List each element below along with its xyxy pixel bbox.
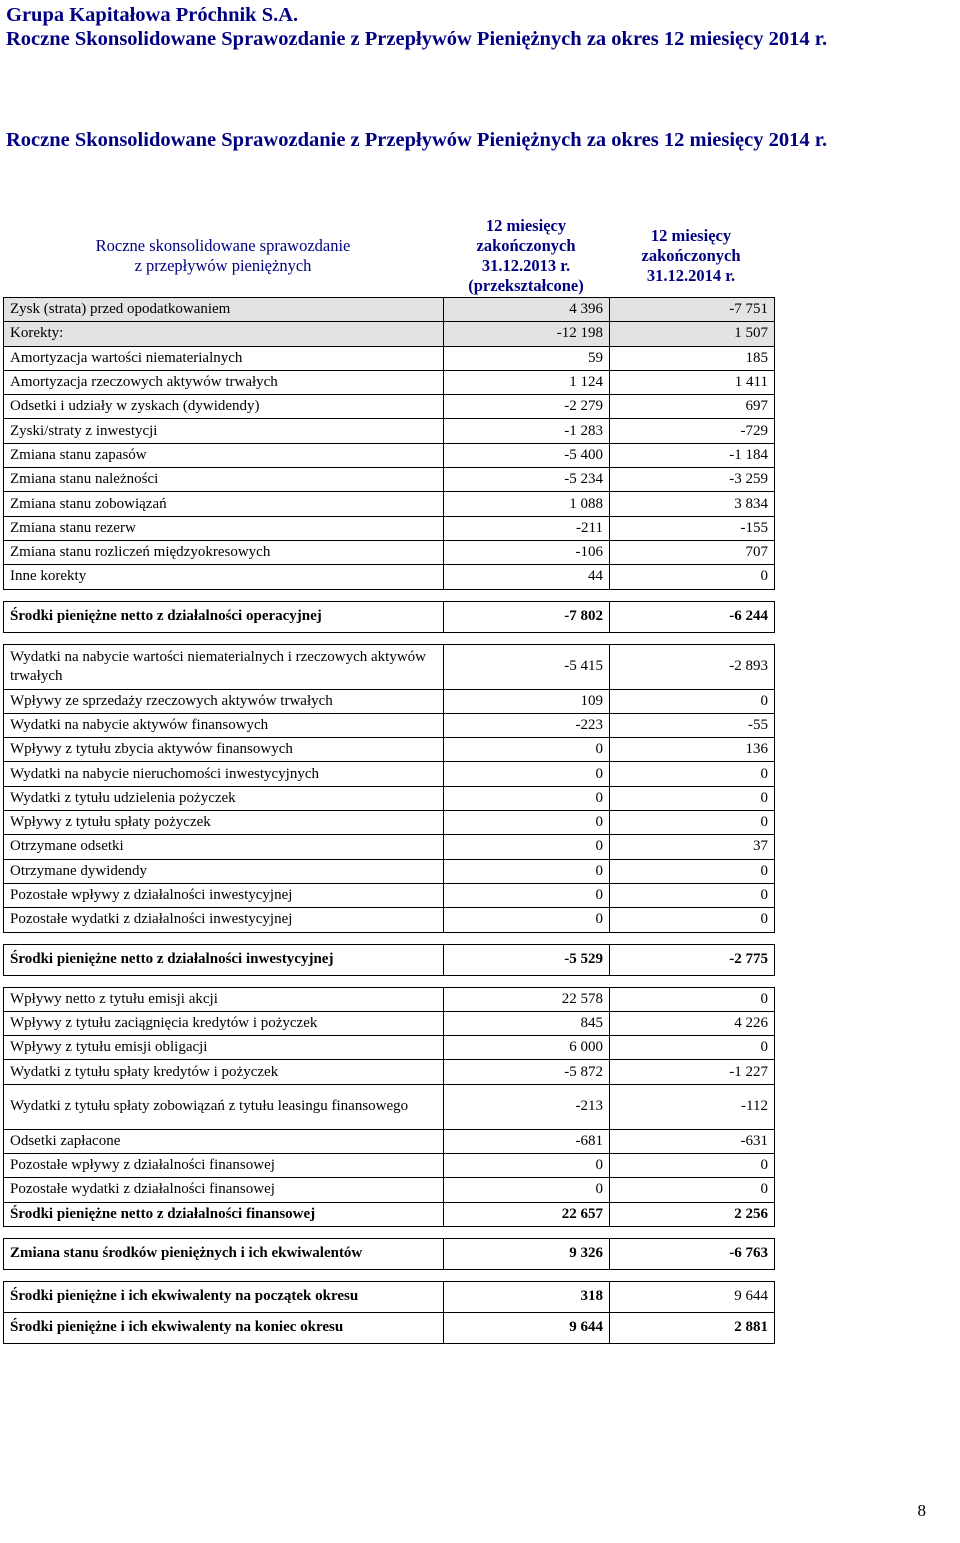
row-label: Wydatki z tytułu spłaty zobowiązań z tytułu leasingu finansowego [4, 1084, 444, 1129]
row-label: Środki pieniężne i ich ekwiwalenty na początek okresu [4, 1281, 444, 1312]
value-2014: 0 [610, 565, 775, 589]
value-2013: 44 [444, 565, 610, 589]
value-2013: 0 [444, 1178, 610, 1202]
header-period-2013 [443, 206, 609, 306]
table-row [4, 1036, 775, 1060]
value-2014: 0 [610, 883, 775, 907]
document-title: Roczne Skonsolidowane Sprawozdanie z Przepływów Pieniężnych za okres 12 miesięcy 2014 r. [6, 129, 828, 151]
row-label: Inne korekty [4, 565, 444, 589]
row-label: Wpływy z tytułu zbycia aktywów finansowych [4, 738, 444, 762]
header-2013-line1: 12 miesięcy [485, 216, 567, 235]
value-2013: -2 279 [444, 395, 610, 419]
table-row [4, 908, 775, 932]
table-row [4, 419, 775, 443]
table-row [4, 738, 775, 762]
value-2013: -211 [444, 516, 610, 540]
report-subtitle: Roczne Skonsolidowane Sprawozdanie z Przepływów Pieniężnych za okres 12 miesięcy 2014 r. [6, 28, 828, 50]
table-row [4, 1281, 775, 1312]
table-row [4, 1129, 775, 1153]
table-row [4, 713, 775, 737]
row-label: Wydatki na nabycie aktywów finansowych [4, 713, 444, 737]
value-2013: -5 400 [444, 443, 610, 467]
spacer-row [4, 1269, 775, 1281]
value-2013: 6 000 [444, 1036, 610, 1060]
header-2014-line3: 31.12.2014 r. [646, 266, 736, 285]
table-row [4, 370, 775, 394]
row-label: Wpływy z tytułu emisji obligacji [4, 1036, 444, 1060]
row-label: Zmiana stanu zobowiązań [4, 492, 444, 516]
value-2013: 0 [444, 811, 610, 835]
value-2014: -1 184 [610, 443, 775, 467]
row-label: Pozostałe wydatki z działalności inwestycyjnej [4, 908, 444, 932]
value-2013: 0 [444, 762, 610, 786]
table-row [4, 786, 775, 810]
value-2013: 109 [444, 689, 610, 713]
value-2013: 845 [444, 1011, 610, 1035]
value-2014: -7 751 [610, 298, 775, 322]
table-row [4, 540, 775, 564]
value-2014: 0 [610, 786, 775, 810]
row-label: Wpływy netto z tytułu emisji akcji [4, 987, 444, 1011]
value-2013: 4 396 [444, 298, 610, 322]
value-2013: -5 415 [444, 644, 610, 689]
table-row [4, 835, 775, 859]
header-2013-line3: 31.12.2013 r. [481, 256, 571, 275]
value-2014: -155 [610, 516, 775, 540]
value-2014: 9 644 [610, 1281, 775, 1312]
table-row [4, 762, 775, 786]
value-2014: -6 763 [610, 1238, 775, 1269]
value-2014: 37 [610, 835, 775, 859]
row-label: Wydatki na nabycie wartości niematerialnych i rzeczowych aktywów trwałych [4, 644, 444, 689]
company-name: Grupa Kapitałowa Próchnik S.A. [6, 4, 299, 26]
spacer-row [4, 1226, 775, 1238]
value-2014: 1 507 [610, 322, 775, 346]
value-2014: -3 259 [610, 468, 775, 492]
row-label: Wydatki z tytułu spłaty kredytów i pożyczek [4, 1060, 444, 1084]
row-label: Zmiana stanu należności [4, 468, 444, 492]
table-row [4, 987, 775, 1011]
value-2014: 0 [610, 1154, 775, 1178]
table-row [4, 1154, 775, 1178]
header-description-line1: Roczne skonsolidowane sprawozdanie [95, 236, 351, 255]
row-label: Wpływy ze sprzedaży rzeczowych aktywów trwałych [4, 689, 444, 713]
table-row [4, 1178, 775, 1202]
row-label: Wydatki z tytułu udzielenia pożyczek [4, 786, 444, 810]
row-label: Pozostałe wydatki z działalności finansowej [4, 1178, 444, 1202]
row-label: Środki pieniężne i ich ekwiwalenty na koniec okresu [4, 1312, 444, 1343]
value-2013: -5 529 [444, 944, 610, 975]
value-2014: 0 [610, 987, 775, 1011]
table-row [4, 565, 775, 589]
value-2013: -5 872 [444, 1060, 610, 1084]
table-row [4, 1312, 775, 1343]
table-row [4, 883, 775, 907]
value-2013: 0 [444, 835, 610, 859]
table-row [4, 298, 775, 322]
header-description-line2: z przepływów pieniężnych [134, 256, 312, 275]
spacer-row [4, 632, 775, 644]
table-row [4, 1084, 775, 1129]
value-2013: -223 [444, 713, 610, 737]
row-label: Odsetki zapłacone [4, 1129, 444, 1153]
value-2014: 3 834 [610, 492, 775, 516]
table-header [3, 206, 773, 297]
value-2014: 697 [610, 395, 775, 419]
value-2013: -106 [444, 540, 610, 564]
table-row [4, 689, 775, 713]
value-2013: 1 088 [444, 492, 610, 516]
row-label: Wpływy z tytułu zaciągnięcia kredytów i pożyczek [4, 1011, 444, 1035]
row-label: Korekty: [4, 322, 444, 346]
value-2014: -55 [610, 713, 775, 737]
value-2013: 0 [444, 859, 610, 883]
value-2014: 0 [610, 689, 775, 713]
row-label: Wpływy z tytułu spłaty pożyczek [4, 811, 444, 835]
row-label: Środki pieniężne netto z działalności operacyjnej [4, 601, 444, 632]
value-2014: 707 [610, 540, 775, 564]
table-row [4, 516, 775, 540]
row-label: Otrzymane dywidendy [4, 859, 444, 883]
value-2013: 9 326 [444, 1238, 610, 1269]
row-label: Zyski/straty z inwestycji [4, 419, 444, 443]
value-2014: 0 [610, 1036, 775, 1060]
cash-flow-table [3, 297, 775, 1344]
table-row [4, 346, 775, 370]
value-2013: 22 578 [444, 987, 610, 1011]
value-2014: 0 [610, 908, 775, 932]
row-label: Środki pieniężne netto z działalności finansowej [4, 1202, 444, 1226]
value-2014: -2 775 [610, 944, 775, 975]
value-2013: -681 [444, 1129, 610, 1153]
value-2014: 2 881 [610, 1312, 775, 1343]
value-2014: 0 [610, 1178, 775, 1202]
table-row [4, 644, 775, 689]
value-2013: 0 [444, 908, 610, 932]
spacer-row [4, 975, 775, 987]
row-label: Odsetki i udziały w zyskach (dywidendy) [4, 395, 444, 419]
value-2014: 0 [610, 811, 775, 835]
row-label: Zmiana stanu zapasów [4, 443, 444, 467]
page-number: 8 [917, 1501, 926, 1520]
row-label: Zmiana stanu środków pieniężnych i ich ekwiwalentów [4, 1238, 444, 1269]
value-2014: 136 [610, 738, 775, 762]
value-2013: 0 [444, 883, 610, 907]
table-row [4, 492, 775, 516]
row-label: Amortyzacja wartości niematerialnych [4, 346, 444, 370]
value-2013: 1 124 [444, 370, 610, 394]
value-2013: 0 [444, 738, 610, 762]
value-2013: -5 234 [444, 468, 610, 492]
table-row [4, 443, 775, 467]
value-2014: 2 256 [610, 1202, 775, 1226]
row-label: Otrzymane odsetki [4, 835, 444, 859]
table-row [4, 1202, 775, 1226]
table-row [4, 859, 775, 883]
value-2014: -112 [610, 1084, 775, 1129]
row-label: Środki pieniężne netto z działalności inwestycyjnej [4, 944, 444, 975]
value-2014: 185 [610, 346, 775, 370]
row-label: Pozostałe wpływy z działalności finansowej [4, 1154, 444, 1178]
value-2013: 318 [444, 1281, 610, 1312]
row-label: Zmiana stanu rozliczeń międzyokresowych [4, 540, 444, 564]
row-label: Amortyzacja rzeczowych aktywów trwałych [4, 370, 444, 394]
value-2013: 0 [444, 1154, 610, 1178]
table-row [4, 1011, 775, 1035]
header-period-2014 [609, 206, 773, 306]
row-label: Zysk (strata) przed opodatkowaniem [4, 298, 444, 322]
header-2014-line1: 12 miesięcy [650, 226, 732, 245]
row-label: Zmiana stanu rezerw [4, 516, 444, 540]
table-row [4, 395, 775, 419]
value-2014: 4 226 [610, 1011, 775, 1035]
header-2013-line4: (przekształcone) [468, 276, 584, 295]
value-2013: -12 198 [444, 322, 610, 346]
value-2013: 9 644 [444, 1312, 610, 1343]
table-row [4, 468, 775, 492]
value-2013: 0 [444, 786, 610, 810]
value-2013: -7 802 [444, 601, 610, 632]
value-2014: 1 411 [610, 370, 775, 394]
value-2013: -1 283 [444, 419, 610, 443]
table-row [4, 322, 775, 346]
table-row [4, 1060, 775, 1084]
value-2014: -729 [610, 419, 775, 443]
value-2013: 22 657 [444, 1202, 610, 1226]
header-2014-line2: zakończonych [641, 246, 741, 265]
value-2014: -1 227 [610, 1060, 775, 1084]
spacer-row [4, 932, 775, 944]
spacer-row [4, 589, 775, 601]
table-row [4, 944, 775, 975]
value-2014: 0 [610, 859, 775, 883]
value-2013: 59 [444, 346, 610, 370]
row-label: Wydatki na nabycie nieruchomości inwestycyjnych [4, 762, 444, 786]
header-description [3, 206, 443, 306]
value-2014: -2 893 [610, 644, 775, 689]
table-row [4, 601, 775, 632]
table-row [4, 811, 775, 835]
value-2014: 0 [610, 762, 775, 786]
header-2013-line2: zakończonych [476, 236, 576, 255]
value-2014: -631 [610, 1129, 775, 1153]
value-2014: -6 244 [610, 601, 775, 632]
table-row [4, 1238, 775, 1269]
value-2013: -213 [444, 1084, 610, 1129]
row-label: Pozostałe wpływy z działalności inwestycyjnej [4, 883, 444, 907]
